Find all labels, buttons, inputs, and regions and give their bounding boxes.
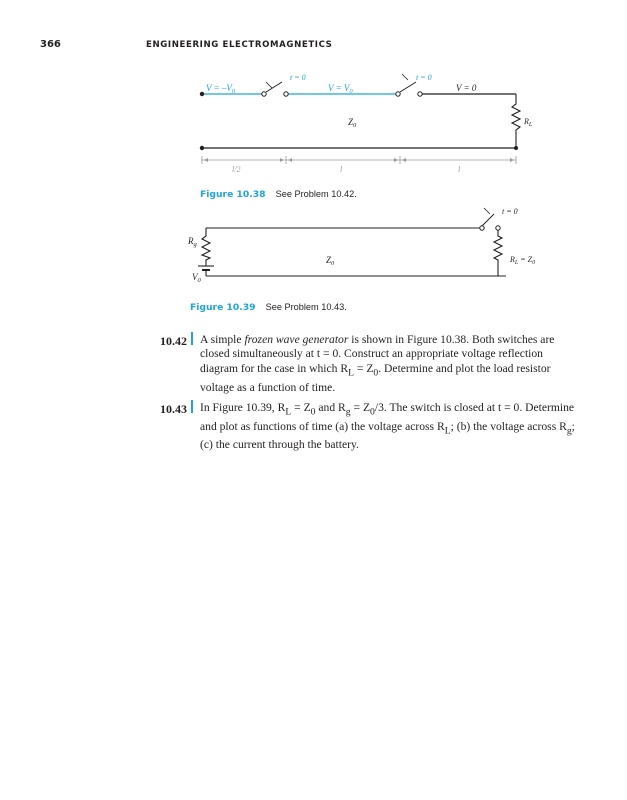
load-resistor bbox=[512, 94, 520, 148]
source-voltage-label: $V_0$ bbox=[192, 272, 201, 284]
switch1-contact bbox=[284, 92, 288, 96]
caption-text: See Problem 10.42. bbox=[275, 189, 357, 199]
impedance-label: $Z_0$ bbox=[326, 255, 335, 267]
switch2-contact bbox=[396, 92, 400, 96]
figure-10-38-diagram bbox=[190, 68, 533, 180]
switch2-time-label: t = 0 bbox=[416, 73, 432, 82]
switch1-blade bbox=[266, 82, 282, 92]
seg2-voltage-label: $V = V_0$ bbox=[328, 83, 353, 95]
switch-contact bbox=[480, 226, 484, 230]
impedance-label: $Z_0$ bbox=[348, 117, 357, 129]
problem-marker bbox=[191, 400, 193, 413]
load-resistor bbox=[494, 230, 506, 276]
source-resistor-label: $R_g$ bbox=[188, 236, 197, 248]
dim2-label: l bbox=[340, 165, 343, 174]
switch-blade bbox=[482, 214, 494, 226]
problem-number: 10.42 bbox=[160, 334, 187, 348]
switch1-arrow bbox=[266, 82, 272, 88]
load-label: $R_L = Z_0$ bbox=[510, 255, 536, 266]
switch-contact bbox=[496, 226, 500, 230]
seg1-voltage-label: $V = -V_0$ bbox=[206, 83, 236, 95]
figure-10-39-caption bbox=[190, 297, 347, 315]
dim1-label: l/2 bbox=[232, 165, 241, 174]
switch2-contact bbox=[418, 92, 422, 96]
figure-10-39-diagram bbox=[176, 200, 556, 294]
caption-text: See Problem 10.43. bbox=[265, 302, 347, 312]
source-resistor bbox=[202, 228, 210, 266]
problem-text: In Figure 10.39, $R_L = Z_0$ and $R_g = Z_0/3$. The switch is closed at t = 0. Determine and plot as functions of time (a) the voltage across $R_L$; (b) the voltage across $R_g$; (c) the current through the battery. bbox=[200, 401, 575, 452]
figure-label: Figure 10.39 bbox=[190, 302, 256, 313]
switch2-blade bbox=[400, 82, 416, 92]
switch-arrow bbox=[484, 208, 490, 214]
terminal-dot bbox=[200, 92, 204, 96]
terminal-dot bbox=[200, 146, 204, 150]
load-label: $R_L$ bbox=[524, 117, 533, 128]
running-title: ENGINEERING ELECTROMAGNETICS bbox=[146, 40, 333, 50]
switch-time-label: t = 0 bbox=[502, 207, 518, 216]
page-number: 366 bbox=[40, 39, 61, 50]
figure-label: Figure 10.38 bbox=[200, 189, 266, 200]
dim3-label: l bbox=[458, 165, 461, 174]
problem-text: A simple frozen wave generator is shown in Figure 10.38. Both switches are closed simultaneously at t = 0. Construct an appropriate voltage reflection diagram for the case in which $R_L = Z_0$. Determine and plot the load resistor voltage as a function of time. bbox=[200, 333, 555, 394]
switch2-arrow bbox=[402, 74, 408, 80]
seg3-voltage-label: V = 0 bbox=[456, 83, 477, 93]
switch1-contact bbox=[262, 92, 266, 96]
problem-marker bbox=[191, 332, 193, 345]
problem-number: 10.43 bbox=[160, 402, 187, 416]
switch1-time-label: t = 0 bbox=[290, 73, 306, 82]
